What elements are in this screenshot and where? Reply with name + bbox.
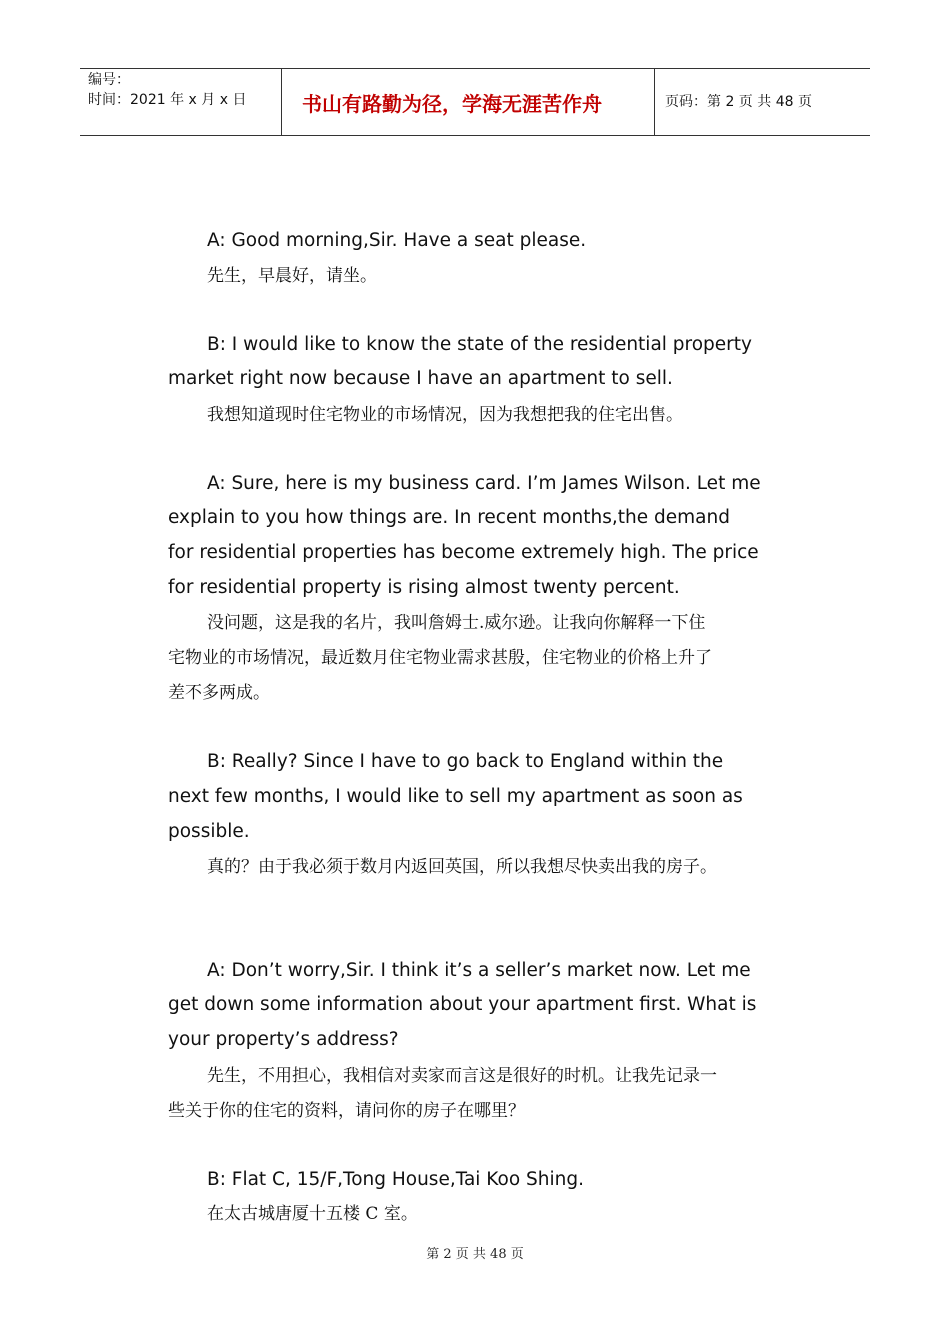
dialogue-translation: 真的？由于我必须于数月内返回英国，所以我想尽快卖出我的房子。 (207, 857, 717, 877)
page-footer: 第 2 页 共 48 页 (426, 1247, 524, 1262)
dialogue-line: market right now because I have an apartment to sell. (168, 368, 673, 389)
dialogue-translation: 在太古城唐厦十五楼 C 室。 (207, 1204, 418, 1224)
dialogue-line: A: Good morning,Sir. Have a seat please. (207, 230, 587, 251)
document-date-label: 时间：2021 年 x 月 x 日 (88, 92, 247, 108)
header-motto-cell (282, 69, 655, 135)
header-page-cell (655, 69, 870, 135)
dialogue-line: explain to you how things are. In recent months,the demand (168, 507, 730, 528)
dialogue-line: for residential property is rising almost twenty percent. (168, 577, 680, 598)
dialogue-line: next few months, I would like to sell my apartment as soon as (168, 786, 743, 807)
dialogue-line: B: Flat C, 15/F,Tong House,Tai Koo Shing. (207, 1169, 584, 1190)
dialogue-translation: 差不多两成。 (168, 683, 270, 703)
dialogue-line: A: Sure, here is my business card. I’m James Wilson. Let me (207, 473, 761, 494)
dialogue-translation: 宅物业的市场情况，最近数月住宅物业需求甚殷，住宅物业的价格上升了 (168, 648, 712, 668)
dialogue-line: A: Don’t worry,Sir. I think it’s a seller’s market now. Let me (207, 960, 751, 981)
dialogue-line: B: I would like to know the state of the residential property (207, 334, 752, 355)
dialogue-translation: 些关于你的住宅的资料，请问你的房子在哪里？ (168, 1101, 525, 1121)
header-motto: 书山有路勤为径，学海无涯苦作舟 (302, 92, 602, 116)
dialogue-line: your property’s address? (168, 1029, 399, 1050)
document-number-label: 编号： (88, 72, 130, 88)
header-page-info: 页码：第 2 页 共 48 页 (665, 94, 812, 110)
dialogue-line: for residential properties has become extremely high. The price (168, 542, 759, 563)
dialogue-translation: 先生，早晨好，请坐。 (207, 266, 377, 286)
dialogue-line: possible. (168, 821, 250, 842)
dialogue-translation: 没问题，这是我的名片，我叫詹姆士.威尔逊。让我向你解释一下住 (207, 613, 706, 633)
dialogue-line: get down some information about your apartment first. What is (168, 994, 757, 1015)
header-meta-cell (80, 69, 282, 135)
document-header (80, 68, 870, 136)
dialogue-line: B: Really? Since I have to go back to England within the (207, 751, 724, 772)
dialogue-translation: 我想知道现时住宅物业的市场情况，因为我想把我的住宅出售。 (207, 405, 683, 425)
dialogue-translation: 先生，不用担心，我相信对卖家而言这是很好的时机。让我先记录一 (207, 1066, 717, 1086)
